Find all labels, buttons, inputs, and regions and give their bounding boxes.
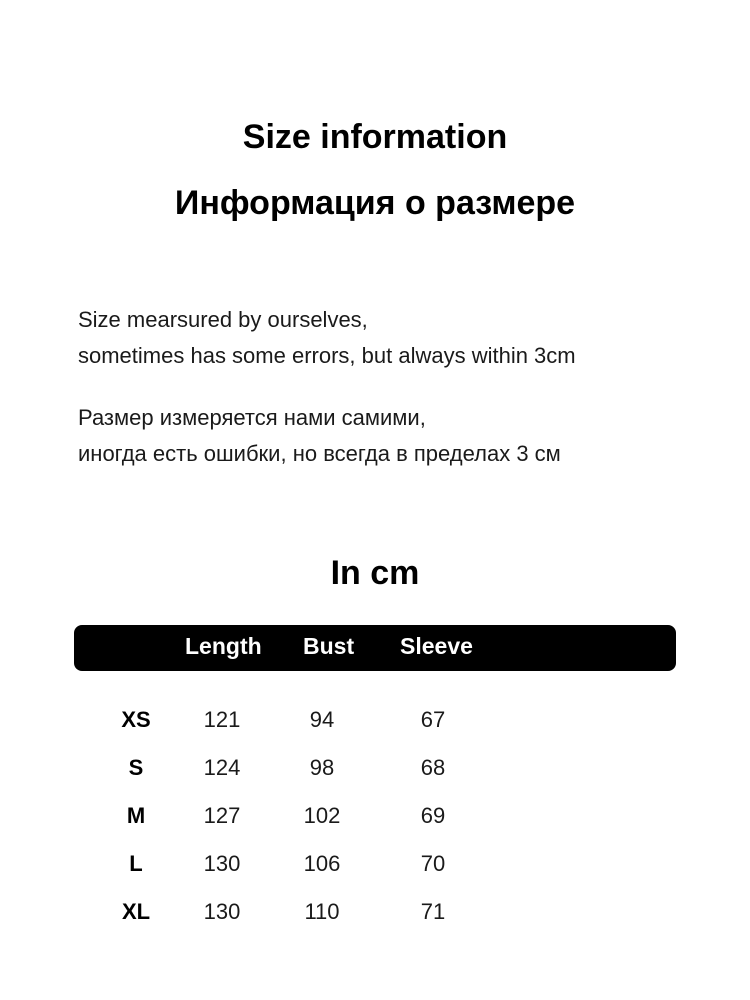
sleeve-value: 68 (420, 755, 446, 780)
size-label: M (126, 803, 146, 828)
length-value: 121 (203, 707, 241, 732)
length-value: 130 (203, 851, 241, 876)
note-english-line-2: sometimes has some errors, but always within 3cm (78, 343, 576, 368)
note-russian-line-1: Размер измеряется нами самими, (78, 405, 426, 430)
note-english-line-1: Size mearsured by ourselves, (78, 307, 368, 332)
column-header-bust: Bust (303, 633, 355, 659)
page-title-russian: Информация о размере (174, 184, 576, 222)
page-title-english: Size information (242, 118, 508, 156)
table-row (0, 844, 750, 884)
bust-value: 94 (309, 707, 335, 732)
sleeve-value: 69 (420, 803, 446, 828)
table-row (0, 892, 750, 932)
table-header-bar (74, 625, 676, 671)
bust-value: 98 (309, 755, 335, 780)
note-english (78, 302, 718, 374)
note-russian-line-2: иногда есть ошибки, но всегда в пределах 3 см (78, 441, 561, 466)
sleeve-value: 67 (420, 707, 446, 732)
sleeve-value: 70 (420, 851, 446, 876)
note-russian (78, 400, 718, 472)
size-label: L (129, 851, 143, 876)
length-value: 130 (203, 899, 241, 924)
length-value: 127 (203, 803, 241, 828)
size-label: XL (121, 899, 151, 924)
bust-value: 110 (304, 899, 340, 924)
size-label: S (128, 755, 144, 780)
sleeve-value: 71 (420, 899, 446, 924)
size-label: XS (121, 707, 151, 732)
column-header-length: Length (185, 633, 262, 659)
column-header-sleeve: Sleeve (400, 633, 473, 659)
table-row (0, 700, 750, 740)
length-value: 124 (203, 755, 241, 780)
bust-value: 102 (303, 803, 341, 828)
table-row (0, 796, 750, 836)
bust-value: 106 (303, 851, 341, 876)
unit-title: In cm (330, 554, 420, 592)
table-row (0, 748, 750, 788)
